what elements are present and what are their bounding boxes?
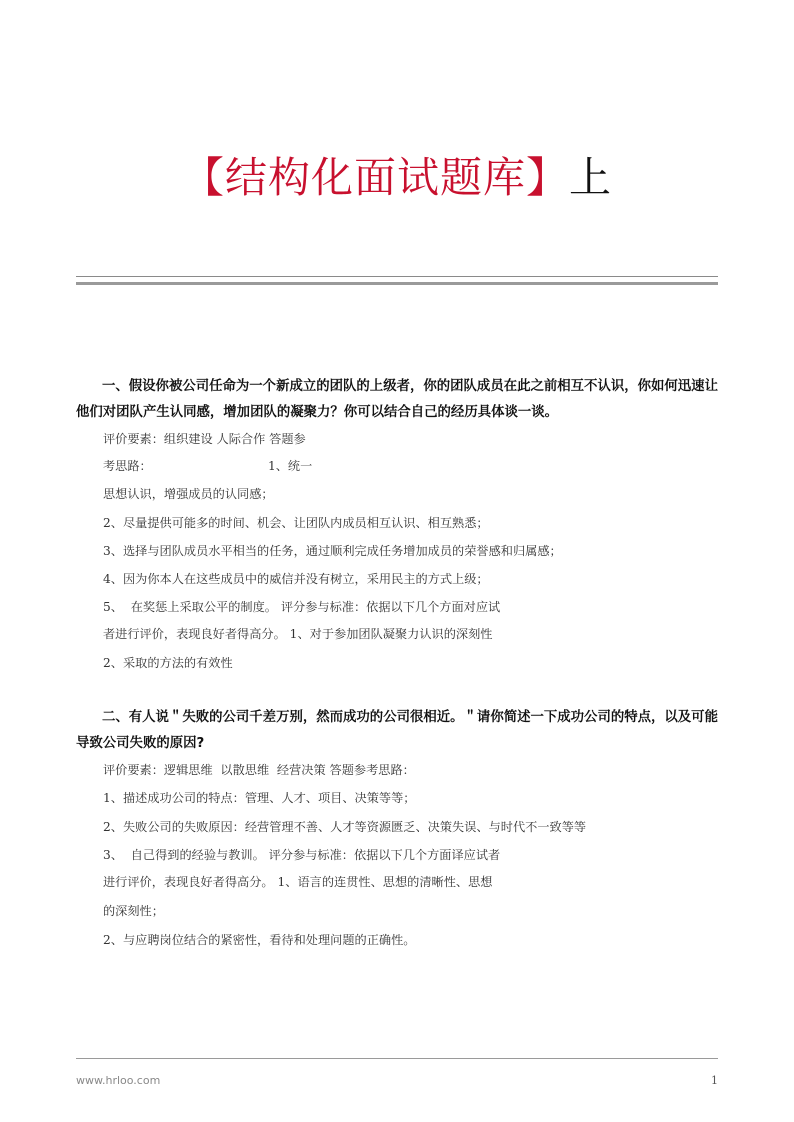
q1-line-1: 评价要素：组织建设 人际合作 答题参 bbox=[103, 432, 306, 446]
title-main: 【结构化面试题库】 bbox=[181, 153, 569, 202]
question-1-heading: 一、假设你被公司任命为一个新成立的团队的上级者，你的团队成员在此之前相互不认识，你如何迅速让他们对团队产生认同感，增加团队的凝聚力？你可以结合自己的经历具体谈一谈。 bbox=[76, 379, 718, 420]
document-title bbox=[0, 148, 794, 208]
title-suffix: 上 bbox=[569, 153, 613, 202]
q2-line-1: 评价要素：逻辑思维 以散思维 经营决策 答题参考思路： bbox=[103, 763, 415, 777]
q1-line-2: 考思路： 1、统一 bbox=[103, 459, 313, 473]
q2-line-3: 2、失败公司的失败原因：经营管理不善、人才等资源匮乏、决策失误、与时代不一致等等 bbox=[103, 820, 587, 834]
q2-line-5: 进行评价，表现良好者得高分。 1、语言的连贯性、思想的清晰性、思想 bbox=[103, 875, 493, 889]
q1-line-8: 者进行评价，表现良好者得高分。 1、对于参加团队凝聚力认识的深刻性 bbox=[103, 627, 493, 641]
q1-line-4: 2、尽量提供可能多的时间、机会、让团队内成员相互认识、相互熟悉； bbox=[103, 516, 489, 530]
header-divider-thick bbox=[76, 282, 718, 285]
q2-line-7: 2、与应聘岗位结合的紧密性，看待和处理问题的正确性。 bbox=[103, 933, 416, 947]
page-number: 1 bbox=[711, 1074, 718, 1087]
q1-line-7: 5、 在奖惩上采取公平的制度。 评分参与标准：依据以下几个方面对应试 bbox=[103, 600, 501, 614]
q2-line-2: 1、描述成功公司的特点：管理、人才、项目、决策等等； bbox=[103, 791, 416, 805]
q2-line-4: 3、 自己得到的经验与教训。 评分参与标准：依据以下几个方面译应试者 bbox=[103, 848, 501, 862]
q2-line-6: 的深刻性； bbox=[103, 904, 164, 918]
q1-line-9: 2、采取的方法的有效性 bbox=[103, 656, 233, 670]
footer-divider bbox=[76, 1058, 718, 1059]
q1-line-3: 思想认识，增强成员的认同感； bbox=[103, 487, 274, 501]
question-2-heading: 二、有人说＂失败的公司千差万别，然而成功的公司很相近。＂请你简述一下成功公司的特点，以及可能导致公司失败的原因? bbox=[76, 710, 718, 751]
footer-website: www.hrloo.com bbox=[76, 1074, 161, 1087]
q1-line-6: 4、因为你本人在这些成员中的威信并没有树立，采用民主的方式上级； bbox=[103, 572, 489, 586]
header-divider-thin bbox=[76, 276, 718, 277]
q1-line-5: 3、选择与团队成员水平相当的任务，通过顺利完成任务增加成员的荣誉感和归属感； bbox=[103, 544, 562, 558]
